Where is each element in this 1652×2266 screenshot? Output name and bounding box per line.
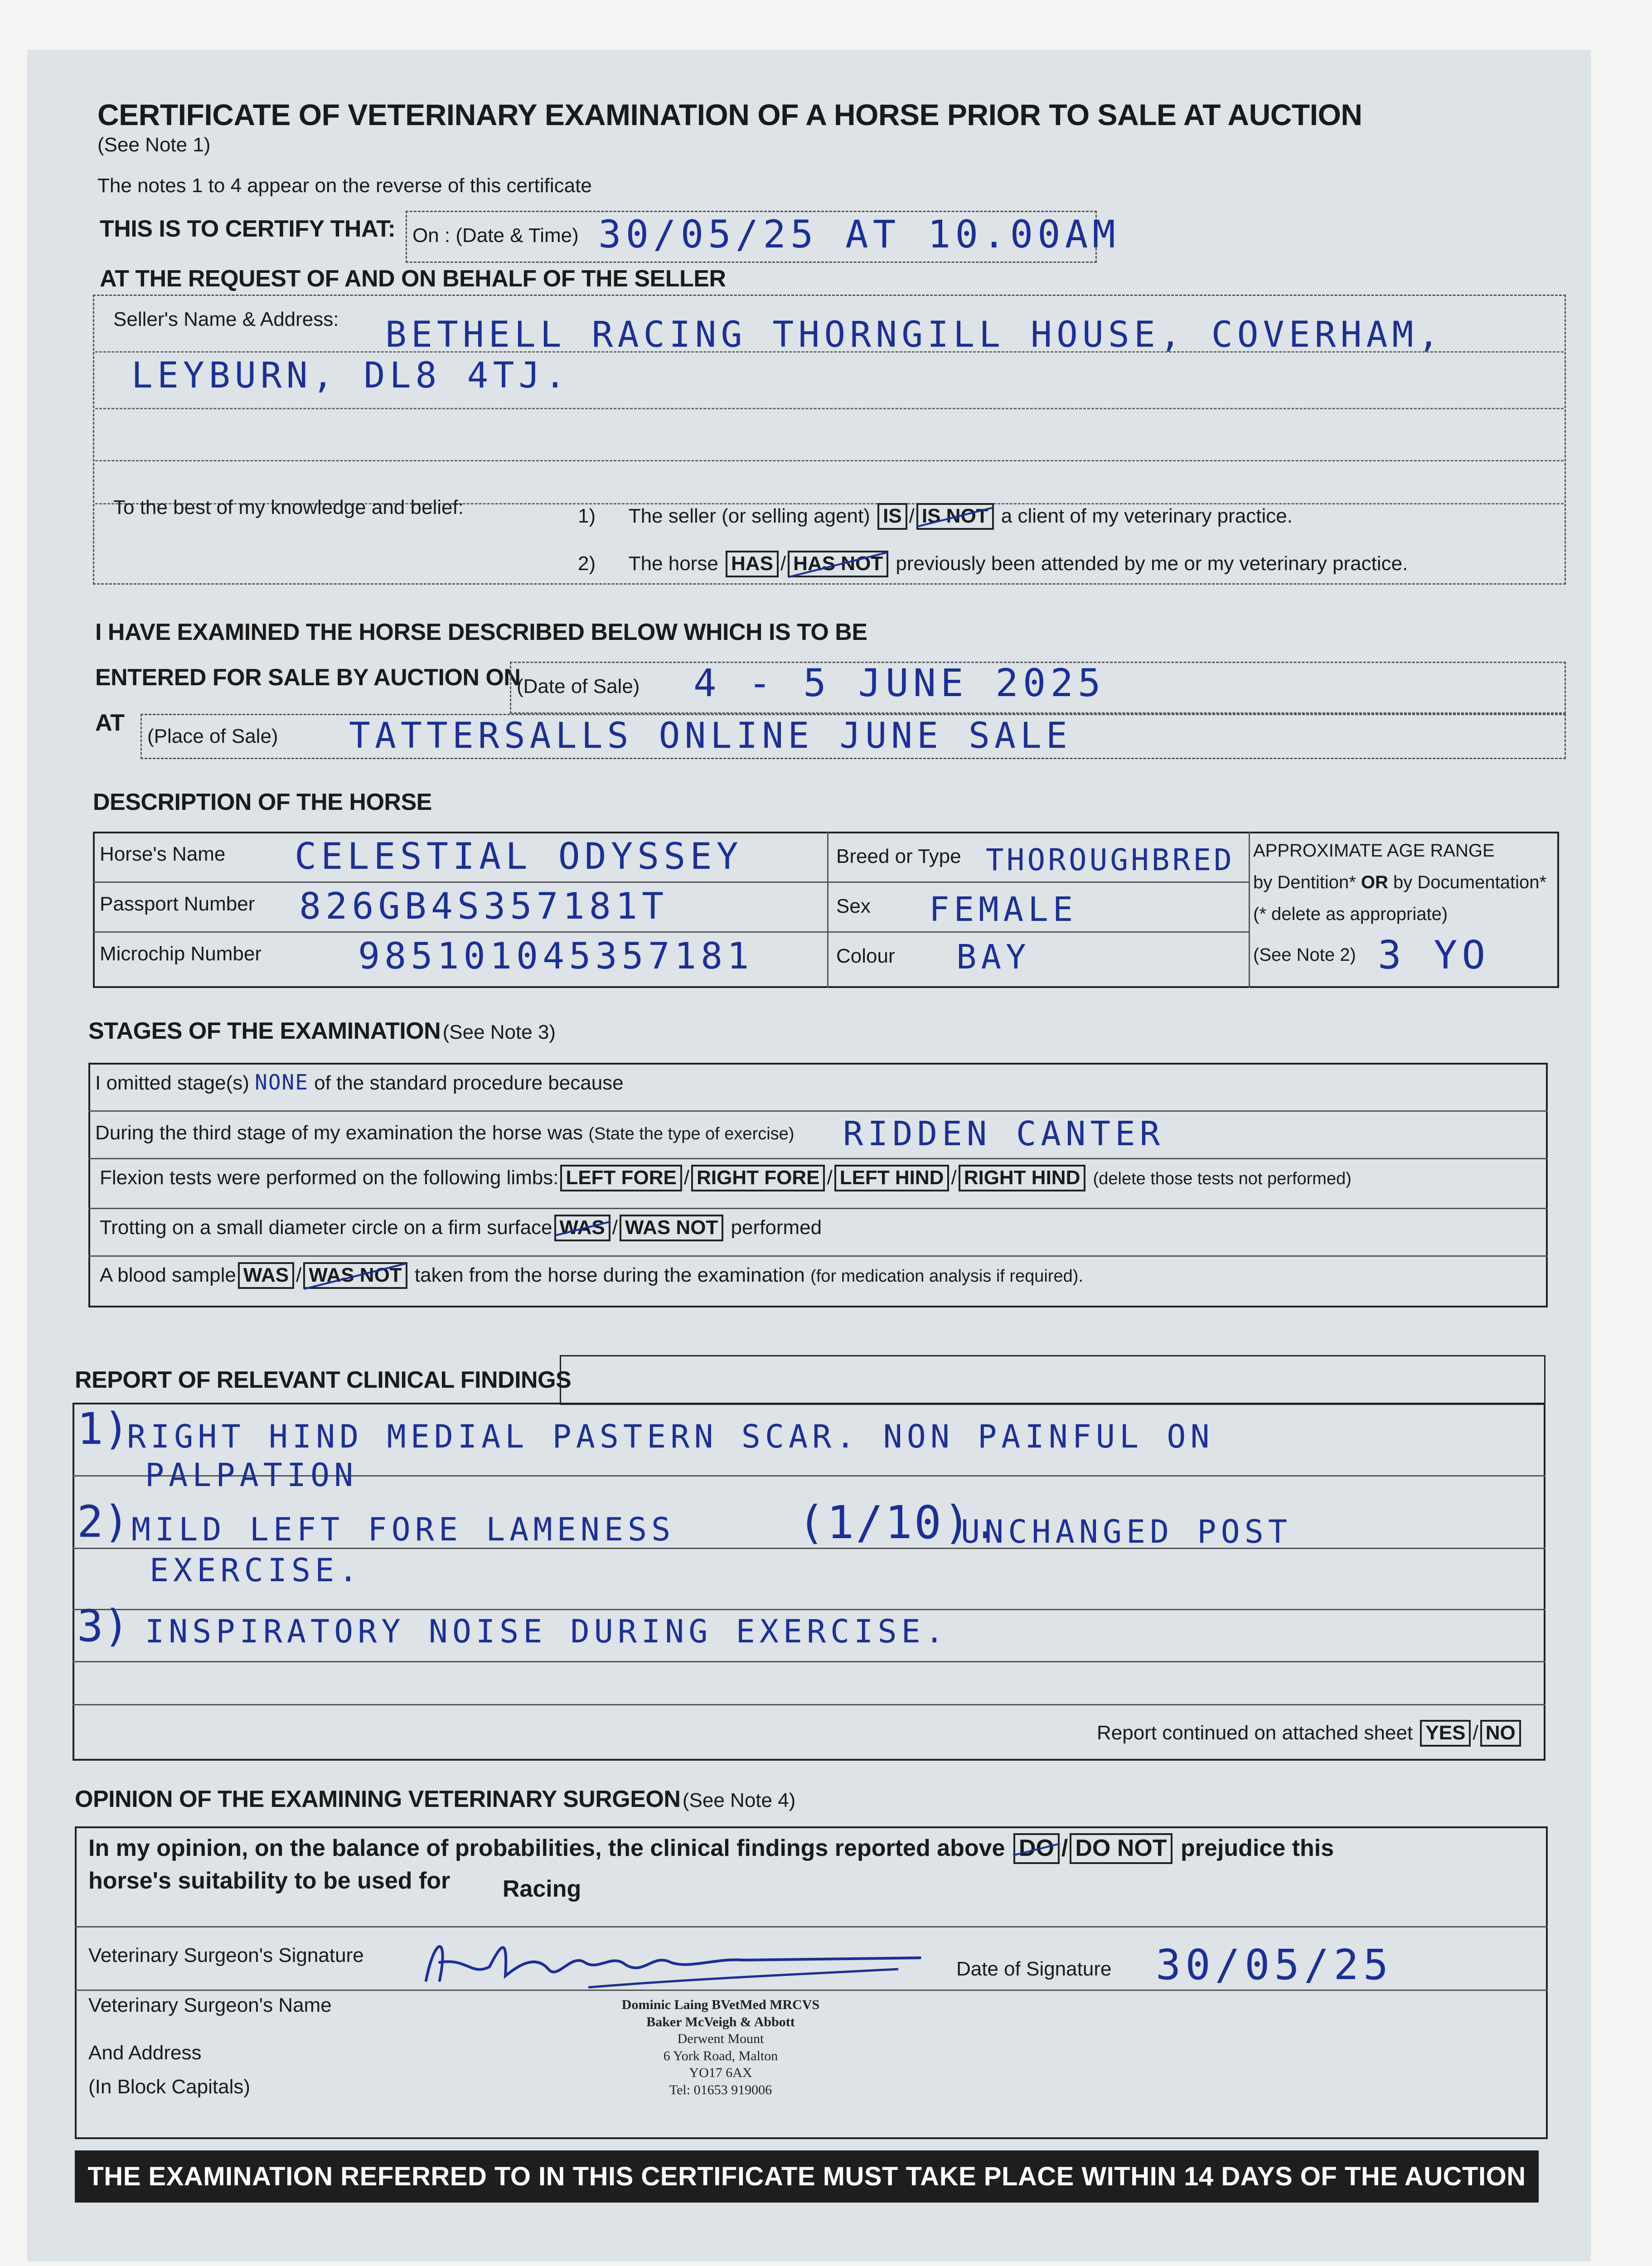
report-rule-5: [73, 1704, 1545, 1705]
sex-label: Sex: [836, 895, 871, 917]
knowledge-item-1-pre: The seller (or selling agent): [628, 505, 870, 527]
stages-heading-note: (See Note 3): [442, 1021, 556, 1043]
seller-label: Seller's Name & Address:: [113, 308, 339, 330]
stamp-line: Derwent Mount: [677, 2031, 764, 2046]
stages-heading: STAGES OF THE EXAMINATION: [88, 1018, 441, 1044]
colour-label: Colour: [836, 945, 895, 967]
stage-rule-4: [88, 1255, 1548, 1257]
finding-1-line-b: PALPATION: [145, 1457, 358, 1494]
omitted-row: [95, 1072, 624, 1094]
opinion-do-not-option[interactable]: DO NOT: [1070, 1833, 1172, 1864]
flexion-note: (delete those tests not performed): [1093, 1169, 1352, 1188]
stamp-line: YO17 6AX: [689, 2065, 752, 2080]
signature-label: Veterinary Surgeon's Signature: [88, 1944, 364, 1966]
desc-col-rule-1: [827, 832, 828, 988]
footer-banner: THE EXAMINATION REFERRED TO IN THIS CERTIFICATE MUST TAKE PLACE WITHIN 14 DAYS OF THE AUCTION: [75, 2150, 1539, 2203]
examined-line-1: I HAVE EXAMINED THE HORSE DESCRIBED BELOW WHICH IS TO BE: [95, 619, 867, 645]
age-line-2: [1253, 872, 1546, 893]
description-heading: DESCRIPTION OF THE HORSE: [93, 789, 432, 815]
vet-name-label: Veterinary Surgeon's Name: [88, 1994, 332, 2016]
sale-place-value: TATTERSALLS ONLINE JUNE SALE: [349, 716, 1072, 756]
finding-2-number: 2): [77, 1496, 130, 1547]
stage-rule-3: [88, 1208, 1548, 1209]
sep: /: [827, 1167, 833, 1189]
opinion-heading: OPINION OF THE EXAMINING VETERINARY SURGEON: [75, 1786, 681, 1812]
blood-note: (for medication analysis if required).: [810, 1267, 1084, 1286]
stages-heading-row: [88, 1017, 556, 1045]
sep: /: [780, 552, 786, 575]
knowledge-item-2-pre: The horse: [628, 552, 718, 575]
continued-label: Report continued on attached sheet: [1097, 1722, 1413, 1744]
sale-date-value: 4 - 5 JUNE 2025: [693, 661, 1105, 705]
finding-2-line-c: UNCHANGED POST: [961, 1513, 1292, 1550]
date-signature-label: Date of Signature: [956, 1958, 1112, 1980]
stamp-line: Tel: 01653 919006: [669, 2082, 772, 2097]
third-stage-row: [95, 1122, 794, 1144]
report-heading: REPORT OF RELEVANT CLINICAL FINDINGS: [75, 1367, 572, 1393]
omitted-post: of the standard procedure because: [314, 1072, 624, 1094]
examined-line-2: ENTERED FOR SALE BY AUCTION ON: [95, 664, 521, 691]
limb-right-fore[interactable]: RIGHT FORE: [691, 1165, 825, 1191]
sep: /: [951, 1167, 957, 1189]
datetime-value: 30/05/25 AT 10.00AM: [598, 212, 1120, 257]
continued-no-option[interactable]: NO: [1480, 1720, 1521, 1747]
finding-2-grade: (1/10).: [798, 1496, 1002, 1549]
stamp-line: Dominic Laing BVetMed MRCVS: [621, 1997, 820, 2012]
sex-value: FEMALE: [929, 890, 1078, 929]
report-rule-4: [73, 1661, 1545, 1662]
sep: /: [1473, 1722, 1478, 1744]
limb-left-hind[interactable]: LEFT HIND: [834, 1165, 950, 1191]
blood-was-option[interactable]: WAS: [238, 1262, 294, 1289]
finding-2-line-b: EXERCISE.: [150, 1552, 363, 1589]
third-stage-pre: During the third stage of my examination the horse was: [95, 1122, 583, 1144]
blood-was-not-option[interactable]: WAS NOT: [303, 1262, 407, 1289]
desc-col-rule-2: [1249, 832, 1250, 988]
notes-line: The notes 1 to 4 appear on the reverse of this certificate: [97, 174, 592, 197]
seller-line-rule-3: [95, 460, 1564, 461]
sep: /: [612, 1216, 618, 1239]
stamp-line: 6 York Road, Malton: [663, 2048, 778, 2063]
horse-name-value: CELESTIAL ODYSSEY: [295, 835, 743, 877]
knowledge-item-2-post: previously been attended by me or my veterinary practice.: [896, 552, 1408, 575]
seller-line-rule-2: [95, 408, 1564, 409]
limb-left-fore[interactable]: LEFT FORE: [560, 1165, 682, 1191]
attended-has-option[interactable]: HAS: [726, 551, 779, 577]
stamp-line: Baker McVeigh & Abbott: [646, 2014, 795, 2029]
desc-row-rule-1: [93, 881, 1249, 883]
blood-row: [100, 1262, 1083, 1289]
sep: /: [1061, 1835, 1068, 1861]
knowledge-item-1-post: a client of my veterinary practice.: [1001, 505, 1293, 527]
seller-line-2: LEYBURN, DL8 4TJ.: [131, 355, 571, 396]
finding-1-number: 1): [77, 1404, 130, 1454]
third-stage-value: RIDDEN CANTER: [843, 1114, 1165, 1153]
microchip-label: Microchip Number: [100, 943, 262, 965]
opinion-line-1-post: prejudice this: [1181, 1835, 1334, 1861]
colour-value: BAY: [956, 938, 1031, 977]
sep: /: [296, 1264, 302, 1286]
passport-value: 826GB4S357181T: [299, 885, 669, 927]
sep: /: [683, 1167, 690, 1189]
trotting-was-option[interactable]: WAS: [554, 1215, 610, 1241]
blood-pre: A blood sample: [100, 1264, 236, 1286]
opinion-line-2: [88, 1867, 581, 1902]
seller-line-rule-1: [95, 351, 1564, 353]
finding-3-number: 3): [77, 1601, 130, 1651]
stage-rule-1: [88, 1110, 1548, 1112]
report-rule-3: [73, 1609, 1545, 1610]
client-is-not-option[interactable]: IS NOT: [916, 503, 994, 530]
microchip-value: 985101045357181: [358, 935, 754, 977]
flexion-pre: Flexion tests were performed on the following limbs:: [100, 1167, 559, 1189]
breed-label: Breed or Type: [836, 845, 961, 867]
age-title: APPROXIMATE AGE RANGE: [1253, 841, 1495, 861]
sale-date-label: (Date of Sale): [517, 675, 640, 697]
trotting-pre: Trotting on a small diameter circle on a firm surface: [100, 1216, 552, 1239]
datetime-label: On : (Date & Time): [412, 224, 579, 247]
knowledge-intro: To the best of my knowledge and belief:: [113, 496, 464, 518]
vet-address-label: And Address: [88, 2042, 202, 2064]
knowledge-item-2-num: 2): [578, 552, 596, 575]
opinion-line-1-pre: In my opinion, on the balance of probabilities, the clinical findings reported above: [88, 1835, 1005, 1861]
breed-value: THOROUGHBRED: [986, 842, 1235, 877]
horse-name-label: Horse's Name: [100, 843, 226, 865]
age-line-3: (* delete as appropriate): [1253, 904, 1448, 924]
finding-1-line-a: RIGHT HIND MEDIAL PASTERN SCAR. NON PAINFUL ON: [127, 1418, 1214, 1455]
opinion-do-option[interactable]: DO: [1013, 1833, 1060, 1864]
used-for-value: Racing: [502, 1876, 581, 1902]
sep: /: [909, 505, 915, 527]
at-label: AT: [95, 710, 125, 736]
blood-post: taken from the horse during the examination: [414, 1264, 805, 1286]
trotting-was-not-option[interactable]: WAS NOT: [620, 1215, 723, 1241]
vet-stamp: [594, 1996, 848, 2098]
age-value: 3 YO: [1378, 933, 1490, 978]
report-heading-box: [560, 1355, 1545, 1405]
age-or: OR: [1361, 872, 1388, 892]
certify-label: THIS IS TO CERTIFY THAT:: [100, 216, 396, 242]
opinion-heading-note: (See Note 4): [682, 1789, 796, 1811]
age-by-documentation[interactable]: by Documentation*: [1393, 872, 1547, 892]
third-stage-note: (State the type of exercise): [588, 1124, 795, 1143]
trotting-row: [100, 1215, 822, 1241]
stage-rule-2: [88, 1158, 1548, 1159]
passport-label: Passport Number: [100, 893, 255, 915]
date-signature-value: 30/05/25: [1156, 1941, 1393, 1989]
knowledge-item-1-num: 1): [578, 505, 596, 527]
knowledge-item-2: [578, 551, 1408, 577]
opinion-line-2-text: horse's suitability to be used for: [88, 1868, 451, 1894]
continued-row: [1097, 1720, 1523, 1747]
sale-place-label: (Place of Sale): [147, 725, 278, 747]
flexion-row: [100, 1165, 1352, 1191]
client-is-option[interactable]: IS: [877, 503, 907, 530]
attended-has-not-option[interactable]: HAS NOT: [788, 551, 888, 577]
block-capitals-label: (In Block Capitals): [88, 2076, 251, 2098]
opinion-heading-row: [75, 1786, 795, 1813]
trotting-post: performed: [731, 1216, 822, 1239]
omitted-value: NONE: [255, 1070, 309, 1094]
see-note-1: (See Note 1): [97, 134, 211, 156]
request-label: AT THE REQUEST OF AND ON BEHALF OF THE SELLER: [100, 266, 726, 292]
limb-right-hind[interactable]: RIGHT HIND: [959, 1165, 1086, 1191]
finding-3-line: INSPIRATORY NOISE DURING EXERCISE.: [145, 1613, 949, 1650]
desc-row-rule-2: [93, 931, 1249, 933]
certificate-title: CERTIFICATE OF VETERINARY EXAMINATION OF A HORSE PRIOR TO SALE AT AUCTION: [97, 98, 1362, 131]
finding-2-line-a: MILD LEFT FORE LAMENESS: [131, 1511, 675, 1548]
omitted-pre: I omitted stage(s): [95, 1072, 249, 1094]
continued-yes-option[interactable]: YES: [1420, 1720, 1471, 1747]
age-note: (See Note 2): [1253, 945, 1356, 965]
seller-line-1: BETHELL RACING THORNGILL HOUSE, COVERHAM,: [385, 315, 1444, 355]
knowledge-item-1: [578, 503, 1293, 530]
opinion-line-1: [88, 1833, 1334, 1864]
age-by-dentition[interactable]: by Dentition*: [1253, 872, 1356, 892]
signature-scribble: [399, 1926, 943, 1994]
